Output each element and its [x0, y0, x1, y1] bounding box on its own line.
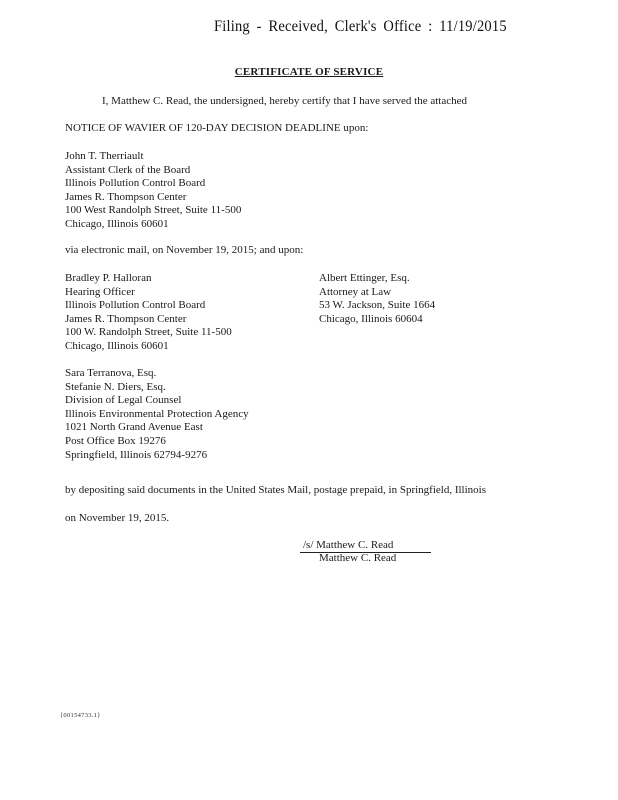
date-line: on November 19, 2015.	[65, 512, 170, 524]
address-line: 1021 North Grand Avenue East	[65, 421, 203, 434]
intro-line-2: NOTICE OF WAVIER OF 120-DAY DECISION DEADLINE upon:	[65, 122, 369, 134]
address-line: 100 W. Randolph Street, Suite 11-500	[65, 326, 232, 339]
via-email-line: via electronic mail, on November 19, 2015; and upon:	[65, 244, 304, 256]
signature-line	[300, 539, 431, 553]
address-line: Assistant Clerk of the Board	[65, 163, 191, 176]
address-line: Springfield, Illinois 62794-9276	[65, 448, 208, 461]
document-id: {00154733.1}	[60, 712, 101, 719]
address-line: 53 W. Jackson, Suite 1664	[319, 299, 436, 312]
address-line: Attorney at Law	[319, 285, 392, 298]
certificate-title: CERTIFICATE OF SERVICE	[234, 66, 384, 78]
filing-stamp: Filing - Received, Clerk's Office : 11/19/2015	[214, 18, 507, 36]
address-line: 100 West Randolph Street, Suite 11-500	[65, 204, 242, 217]
address-line: Illinois Pollution Control Board	[65, 177, 206, 190]
address-line: Chicago, Illinois 60601	[65, 217, 169, 230]
recipient-clerk-address	[65, 150, 241, 232]
address-line: Illinois Pollution Control Board	[65, 299, 206, 312]
address-line: Division of Legal Counsel	[65, 394, 182, 407]
address-line: Post Office Box 19276	[65, 434, 166, 447]
mail-line: by depositing said documents in the United States Mail, postage prepaid, in Springfield, Illinois	[65, 484, 486, 496]
address-line: Albert Ettinger, Esq.	[319, 272, 410, 284]
address-line: Chicago, Illinois 60601	[65, 339, 169, 352]
address-line: Stefanie N. Diers, Esq.	[65, 380, 166, 393]
recipient-epa-address	[65, 367, 249, 462]
signature-name: Matthew C. Read	[319, 552, 397, 564]
address-line: Bradley P. Halloran	[65, 272, 152, 284]
address-line: James R. Thompson Center	[65, 312, 187, 325]
address-line: John T. Therriault	[65, 150, 144, 162]
recipient-hearing-officer-address	[65, 272, 232, 354]
recipient-attorney-address	[319, 272, 435, 326]
signature-text: /s/ Matthew C. Read	[300, 539, 431, 553]
address-line: Sara Terranova, Esq.	[65, 367, 157, 379]
address-line: Illinois Environmental Protection Agency	[65, 407, 249, 420]
address-line: Hearing Officer	[65, 285, 135, 298]
intro-line-1: I, Matthew C. Read, the undersigned, hereby certify that I have served the attached	[102, 95, 467, 107]
address-line: James R. Thompson Center	[65, 190, 187, 203]
address-line: Chicago, Illinois 60604	[319, 312, 423, 325]
